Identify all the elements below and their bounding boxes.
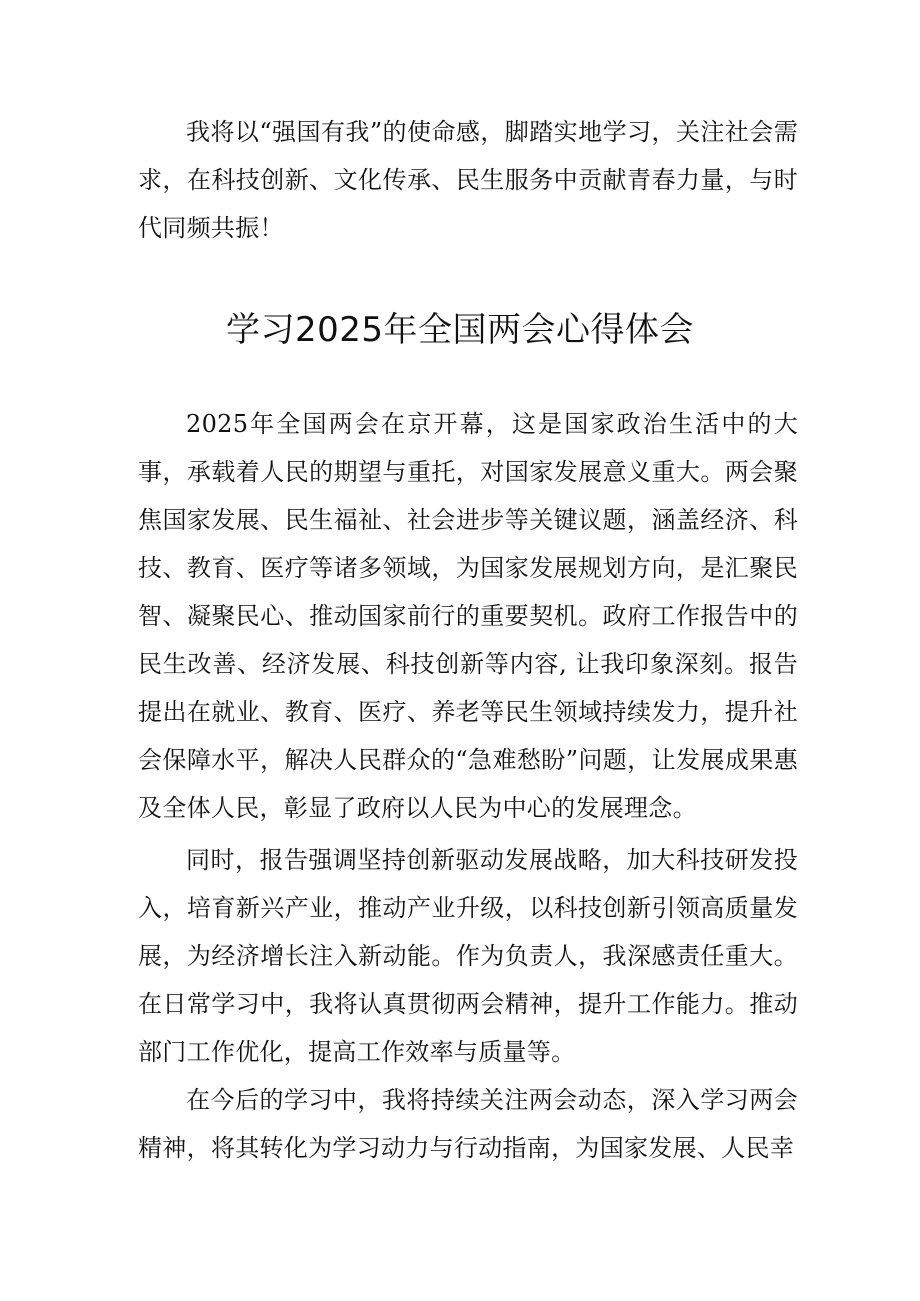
body-paragraph: 在今后的学习中，我将持续关注两会动态，深入学习两会精神，将其转化为学习动力与行动指南，为国家发展、人民幸 [138,1086,798,1162]
body-paragraph: 同时，报告强调坚持创新驱动发展战略，加大科技研发投入，培育新兴产业，推动产业升级，以科技创新引领高质量发展，为经济增长注入新动能。作为负责人，我深感责任重大。在日常学习中，我将认真贯彻两会精神，提升工作能力。推动部门工作优化，提高工作效率与质量等。 [138,846,798,1066]
body-paragraph: 2025年全国两会在京开幕，这是国家政治生活中的大事，承载着人民的期望与重托，对国家发展意义重大。两会聚焦国家发展、民生福祉、社会进步等关键议题，涵盖经济、科技、教育、医疗等诸多领域，为国家发展规划方向，是汇聚民智、凝聚民心、推动国家前行的重要契机。政府工作报告中的民生改善、经济发展、科技创新等内容, 让我印象深刻。报告提出在就业、教育、医疗、养老等民生领域持续发力，提升社会保障水平，解决人民群众的“急难愁盼”问题，让发展成果惠及全体人民，彰显了政府以人民为中心的发展理念。 [138,410,798,822]
page-title: 学习2025年全国两会心得体会 [225,310,695,350]
intro-paragraph: 我将以“强国有我”的使命感，脚踏实地学习，关注社会需求，在科技创新、文化传承、民生服务中贡献青春力量，与时代同频共振！ [138,118,798,242]
